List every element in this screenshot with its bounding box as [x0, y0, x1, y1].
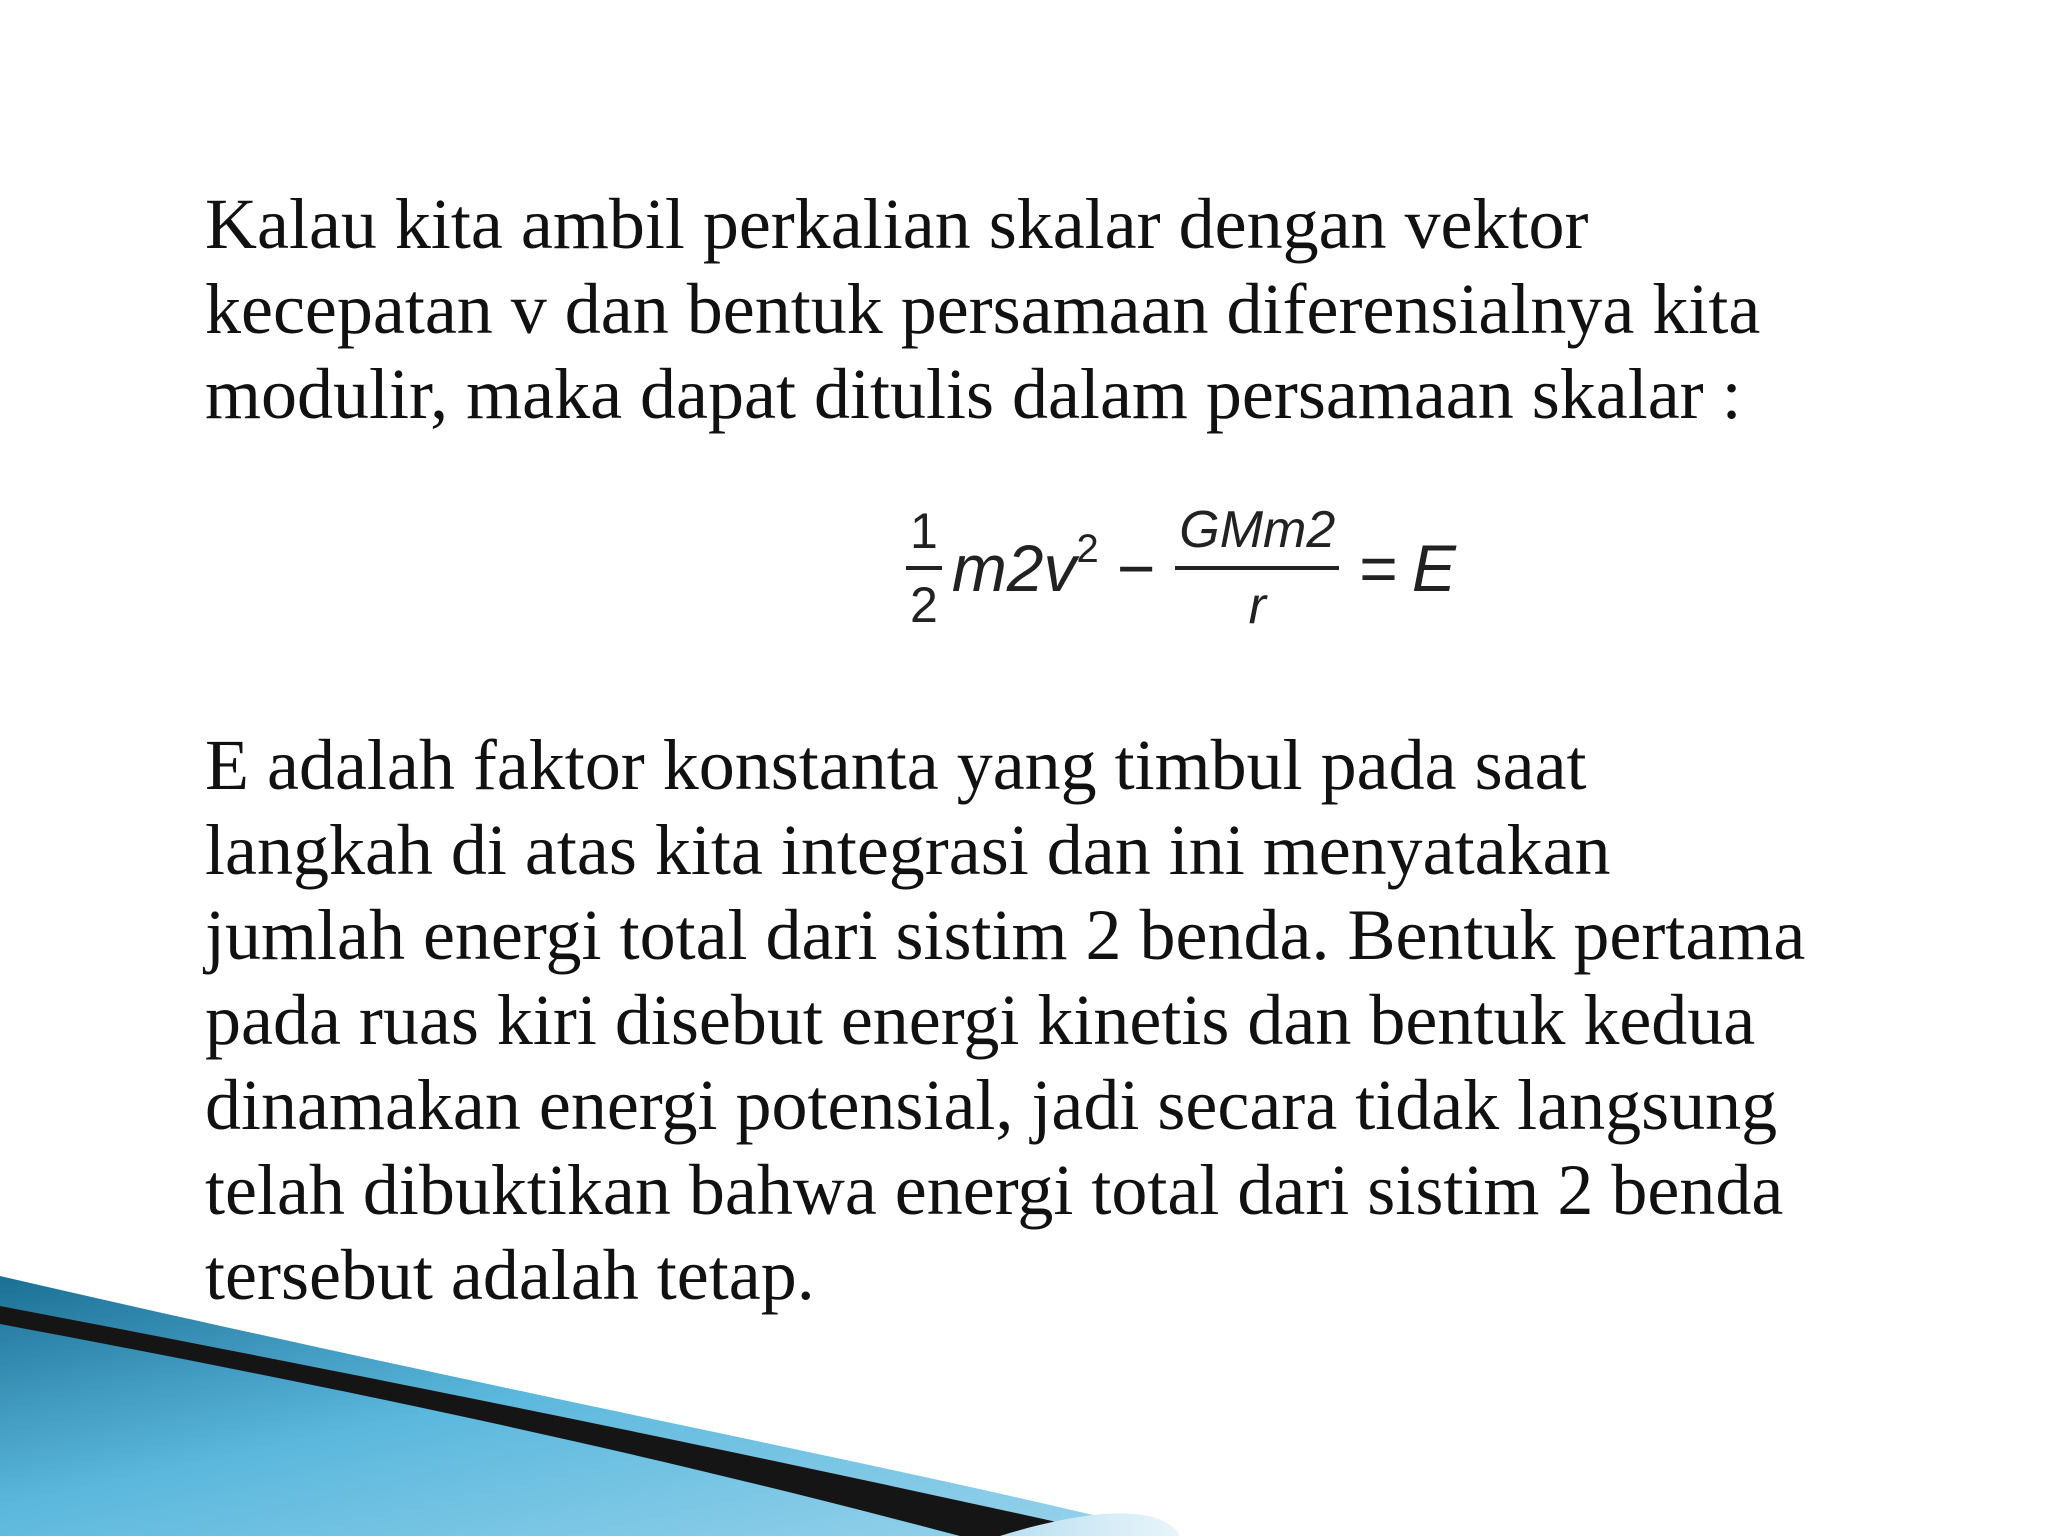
kinetic-term-exponent: 2 [1076, 527, 1099, 571]
text-line: pada ruas kiri disebut energi kinetis dan bentuk kedua [205, 980, 1756, 1060]
fraction-denominator: r [1248, 577, 1266, 635]
text-line: kecepatan v dan bentuk persamaan diferensialnya kita [205, 269, 1761, 349]
minus-sign: − [1116, 531, 1156, 605]
energy-symbol: E [1411, 531, 1456, 605]
text-line: telah dibuktikan bahwa energi total dari sistim 2 benda [205, 1150, 1784, 1230]
kinetic-term [951, 527, 1099, 606]
paragraph-intro [205, 182, 1760, 437]
blue-wave-shape [0, 1276, 1180, 1536]
fraction-one-half [906, 504, 942, 632]
text-line: dinamakan energi potensial, jadi secara tidak langsung [205, 1065, 1778, 1145]
text-line: modulir, maka dapat ditulis dalam persamaan skalar : [205, 354, 1742, 434]
text-line: langkah di atas kita integrasi dan ini menyatakan [205, 810, 1611, 890]
text-line: jumlah energi total dari sistim 2 benda. Bentuk pertama [205, 895, 1806, 975]
fraction-numerator: 1 [906, 504, 942, 570]
fraction-numerator: GMm2 [1175, 502, 1339, 570]
decorative-corner-wave [0, 1276, 2048, 1536]
text-line: E adalah faktor konstanta yang timbul pada saat [205, 725, 1587, 805]
paragraph-explanation [205, 723, 1805, 1318]
fraction-denominator: 2 [910, 577, 938, 633]
text-line: tersebut adalah tetap. [205, 1235, 815, 1315]
energy-equation [900, 478, 1456, 658]
kinetic-term-base: m2v [951, 531, 1077, 605]
text-line: Kalau kita ambil perkalian skalar dengan vektor [205, 184, 1589, 264]
fraction-potential [1175, 502, 1339, 634]
equals-sign: = [1359, 531, 1398, 605]
